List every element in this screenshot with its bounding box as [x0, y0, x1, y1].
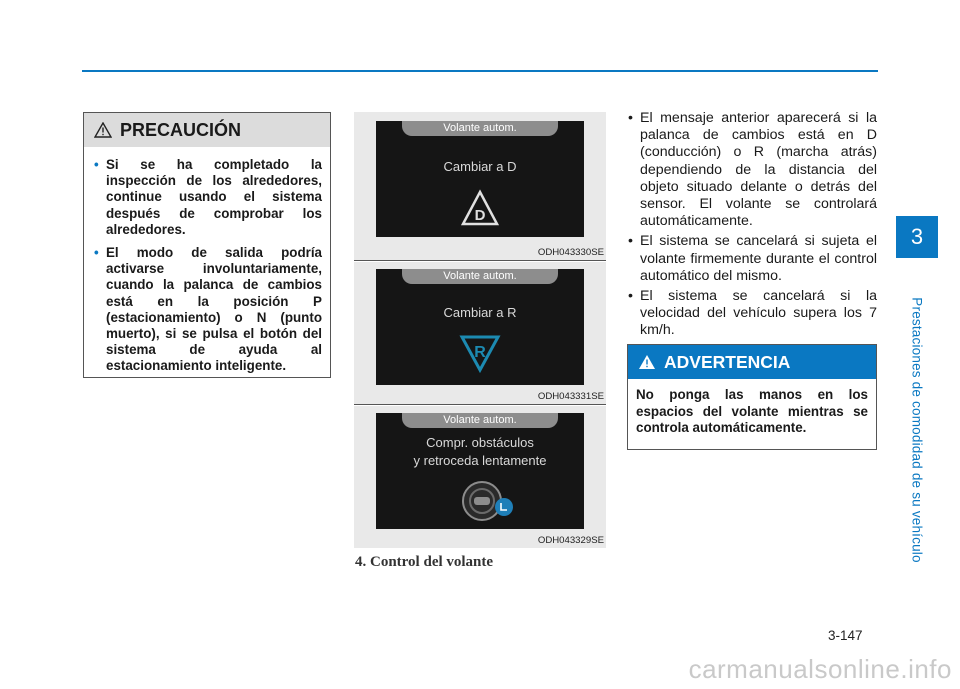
shift-r-triangle-icon	[459, 333, 501, 373]
info-bullet-text: El mensaje anterior aparecerá si la palanca de cambios está en D (conducción) o R (marcha atrás) dependiendo de la distancia del objeto situado delante o detrás del sensor. El volante se controlará automáticamente.	[640, 110, 877, 230]
shift-symbol: R	[474, 344, 486, 361]
image-code: ODH043331SE	[537, 391, 604, 402]
caution-item	[94, 157, 322, 238]
display-message: Cambiar a R	[443, 305, 517, 320]
display-message: Compr. obstáculos	[426, 435, 534, 450]
caution-item	[94, 245, 322, 375]
info-bullet	[627, 233, 877, 285]
figure-divider	[354, 404, 606, 405]
warning-title: ADVERTENCIA	[664, 351, 791, 372]
caution-header	[84, 113, 330, 147]
cluster-display	[376, 413, 584, 529]
display-header: Volante autom.	[402, 269, 558, 284]
caution-item-text: Si se ha completado la inspección de los alrededores, continue usando el sistema después de comprobar los alrededores.	[106, 157, 322, 237]
info-bullet-text: El sistema se cancelará si sujeta el volante firmemente durante el control automático del mismo.	[640, 233, 877, 284]
shift-symbol: D	[474, 207, 486, 224]
bullet-icon: •	[94, 157, 99, 172]
display-header: Volante autom.	[402, 413, 558, 428]
top-rule	[82, 70, 878, 72]
warning-triangle-icon	[94, 122, 112, 138]
display-message: Cambiar a D	[443, 159, 517, 174]
right-column	[627, 110, 877, 343]
warning-box	[627, 344, 877, 450]
info-bullet	[627, 110, 877, 230]
chapter-tab	[896, 216, 938, 258]
info-bullet	[627, 288, 877, 340]
image-code: ODH043330SE	[537, 247, 604, 258]
bullet-icon: •	[94, 245, 99, 261]
warning-triangle-icon	[638, 354, 656, 370]
image-code: ODH043329SE	[537, 535, 604, 546]
chapter-number: 3	[910, 224, 924, 249]
steering-wheel-icon	[456, 477, 526, 523]
cluster-display	[376, 269, 584, 385]
figure-shift-r	[354, 262, 606, 404]
warning-header	[628, 345, 876, 379]
figure-shift-d	[354, 112, 606, 260]
caution-box	[83, 112, 331, 378]
figure-check-obstacles	[354, 406, 606, 548]
watermark: carmanualsonline.info	[688, 654, 952, 684]
caution-body	[84, 147, 330, 375]
display-header: Volante autom.	[402, 121, 558, 136]
caution-item-text: El modo de salida podría activarse involuntariamente, cuando la palanca de cambios está en la posición P (estacionamiento) o N (punto muerto), si se pulsa el botón del sistema de ayuda al estacionamiento inteligente.	[106, 245, 322, 374]
info-bullet-text: El sistema se cancelará si la velocidad del vehículo supera los 7 km/h.	[640, 288, 877, 339]
page-number: 3-147	[828, 628, 863, 643]
bullet-icon: •	[628, 233, 633, 250]
bullet-icon: •	[628, 288, 633, 305]
bullet-icon: •	[628, 110, 633, 126]
caution-title: PRECAUCIÓN	[120, 119, 242, 140]
cluster-display	[376, 121, 584, 237]
chapter-title: Prestaciones de comodidad de su vehículo	[909, 297, 925, 563]
figure-divider	[354, 260, 606, 261]
shift-d-triangle-icon	[460, 189, 500, 227]
warning-text: No ponga las manos en los espacios del volante mientras se controla automáticamente.	[636, 387, 868, 436]
display-message: y retroceda lentamente	[413, 453, 547, 468]
figure-caption: 4. Control del volante	[355, 554, 494, 570]
